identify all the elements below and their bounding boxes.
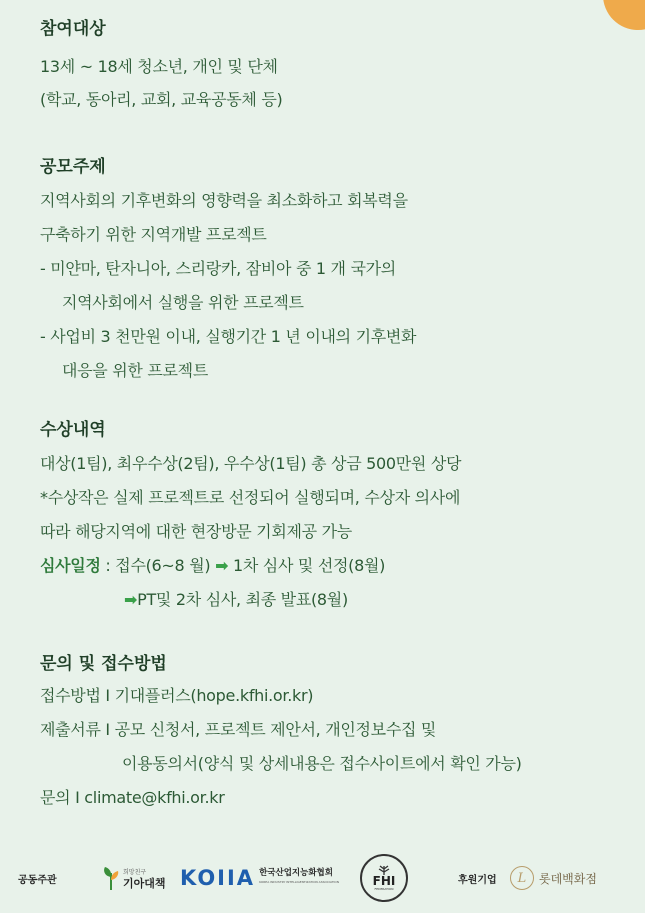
section-title: 수상내역 bbox=[40, 420, 106, 440]
text-line: (학교, 동아리, 교회, 교육공동체 등) bbox=[40, 90, 283, 109]
host-label: 공동주관 bbox=[18, 874, 57, 886]
text-line: 13세 ~ 18세 청소년, 개인 및 단체 bbox=[40, 57, 278, 76]
text-line: - 미얀마, 탄자니아, 스리랑카, 잠비아 중 1 개 국가의 bbox=[40, 259, 396, 278]
schedule-text: 1차 심사 및 선정(8월) bbox=[228, 556, 386, 575]
section-title: 공모주제 bbox=[40, 157, 106, 177]
kfhi-logo: 희망친구 기아대책 bbox=[102, 848, 166, 908]
section-title: 문의 및 접수방법 bbox=[40, 654, 167, 674]
lotte-logo: L 롯데백화점 bbox=[510, 848, 597, 908]
sponsor-label: 후원기업 bbox=[458, 874, 497, 886]
text-line: 지역사회에서 실행을 위한 프로젝트 bbox=[62, 293, 304, 312]
text-line: 대응을 위한 프로젝트 bbox=[62, 361, 208, 380]
schedule-text: PT및 2차 심사, 최종 발표(8월) bbox=[137, 590, 348, 609]
contact-section bbox=[40, 653, 625, 815]
arrow-right-icon: ➡ bbox=[124, 590, 138, 609]
awards-section bbox=[40, 419, 625, 617]
schedule-line bbox=[40, 549, 625, 583]
text-line: 구축하기 위한 지역개발 프로젝트 bbox=[40, 225, 267, 244]
lotte-mark-icon: L bbox=[510, 866, 534, 890]
schedule-label: 심사일정 bbox=[40, 556, 101, 575]
text-line: 따라 해당지역에 대한 현장방문 기회제공 가능 bbox=[40, 522, 352, 541]
fhi-logo: FHI FEDERATION bbox=[360, 848, 408, 908]
theme-section bbox=[40, 156, 625, 388]
text-line: 이용동의서(양식 및 상세내용은 접수사이트에서 확인 가능) bbox=[122, 754, 522, 773]
section-title: 참여대상 bbox=[40, 19, 106, 39]
schedule-line bbox=[40, 583, 625, 617]
text-line: 문의 I climate@kfhi.or.kr bbox=[40, 788, 225, 807]
text-line: 제출서류 I 공모 신청서, 프로젝트 제안서, 개인정보수집 및 bbox=[40, 720, 437, 739]
text-line: 접수방법 I 기대플러스(hope.kfhi.or.kr) bbox=[40, 686, 314, 705]
text-line: - 사업비 3 천만원 이내, 실행기간 1 년 이내의 기후변화 bbox=[40, 327, 417, 346]
koiia-logo: KOIIA 한국산업지능화협회 KOREA INDUSTRY INTELLIGENTIZATION ASSOCIATION bbox=[180, 866, 340, 890]
text-line: *수상작은 실제 프로젝트로 선정되어 실행되며, 수상자 의사에 bbox=[40, 488, 461, 507]
footer-logos bbox=[0, 848, 645, 908]
arrow-right-icon: ➡ bbox=[215, 556, 229, 575]
schedule-text: : 접수(6~8 월) bbox=[100, 556, 216, 575]
text-line: 지역사회의 기후변화의 영향력을 최소화하고 회복력을 bbox=[40, 191, 408, 210]
text-line: 대상(1팀), 최우수상(2팀), 우수상(1팀) 총 상금 500만원 상당 bbox=[40, 454, 462, 473]
participants-section bbox=[40, 18, 625, 118]
sprout-icon bbox=[102, 865, 120, 891]
